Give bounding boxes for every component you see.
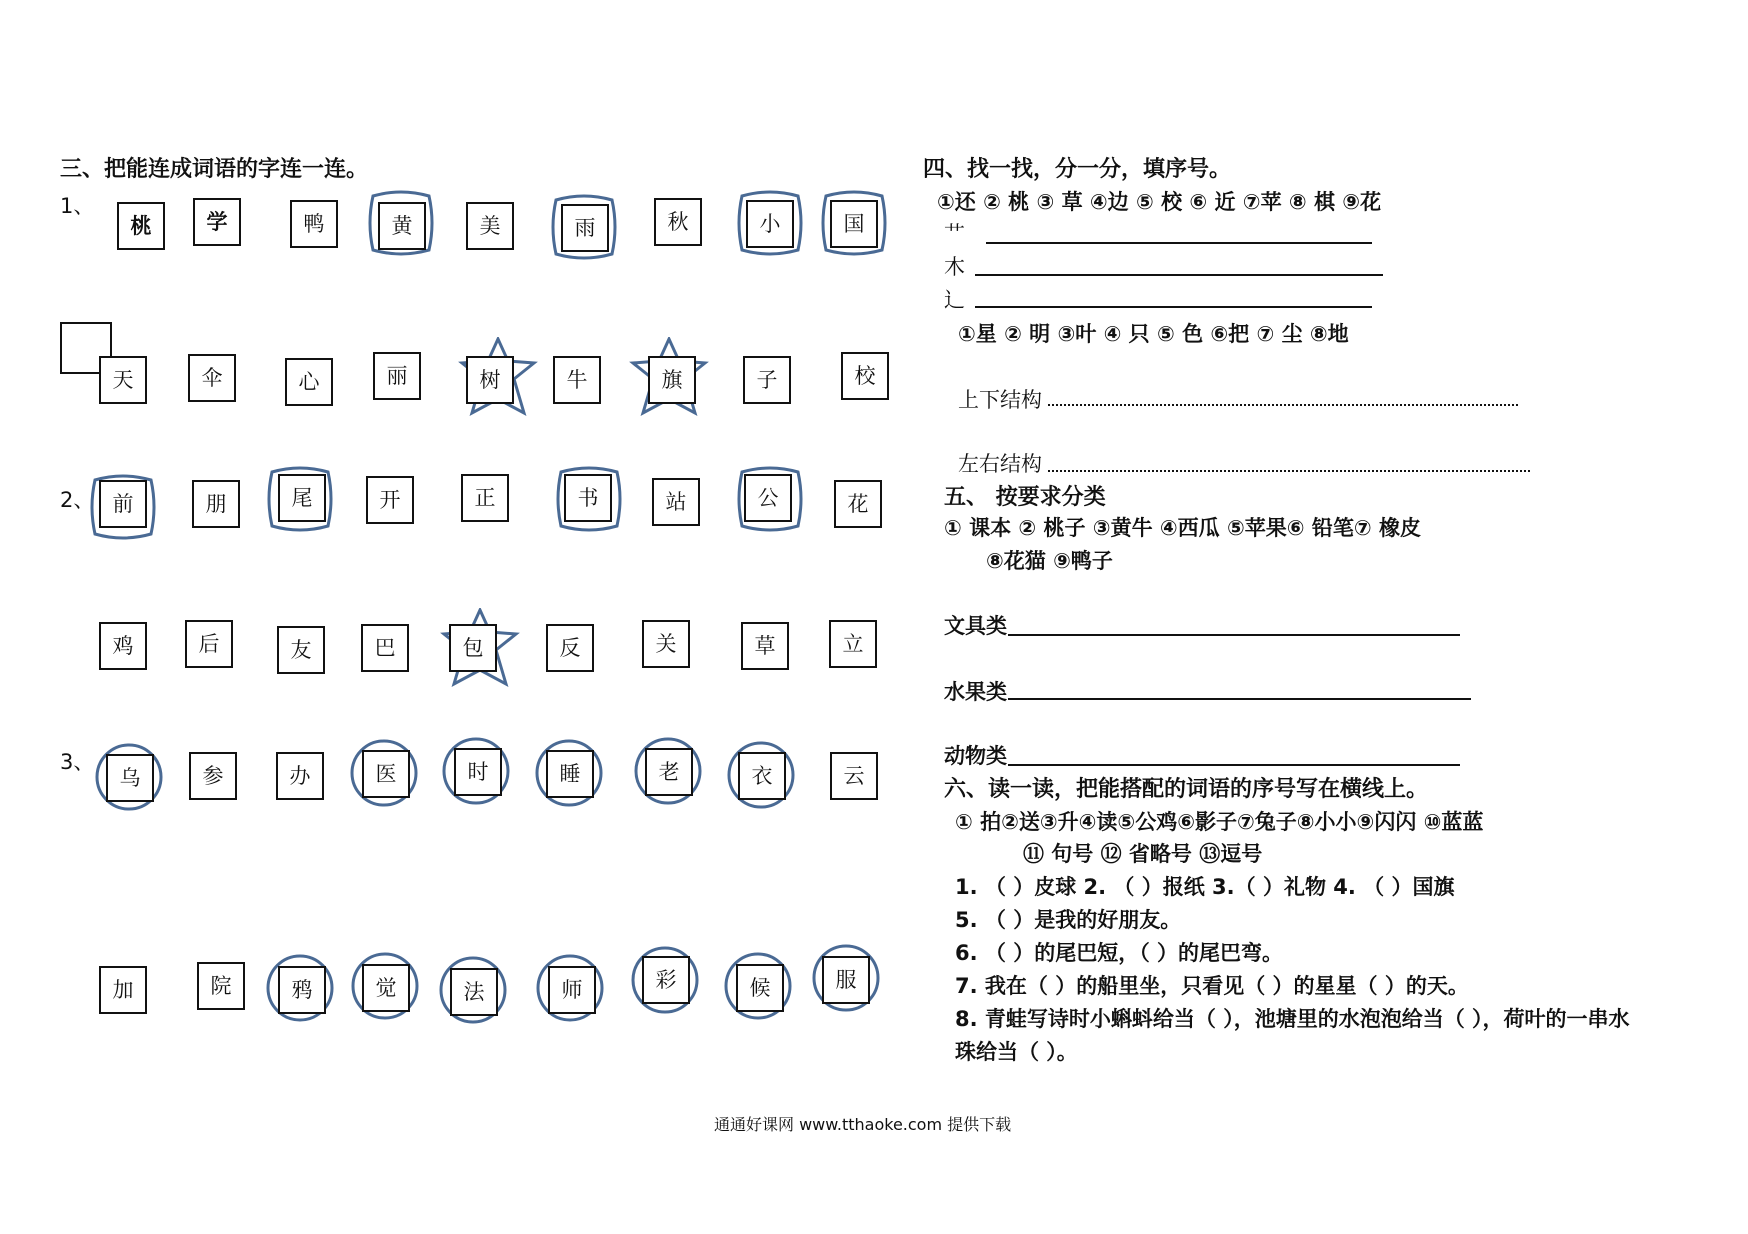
char-box[interactable]: 院 [197,962,245,1010]
char-box[interactable]: 后 [185,620,233,668]
group2-label: 2、 [60,488,95,512]
question-5: 5. （ ）是我的好朋友。 [955,908,1182,932]
char-box[interactable]: 正 [461,474,509,522]
char-box[interactable]: 衣 [738,752,786,800]
section6-options-line1: ① 拍②送③升④读⑤公鸡⑥影子⑦兔子⑧小小⑨闪闪 ⑩蓝蓝 [955,810,1484,834]
group3-label: 3、 [60,750,95,774]
char-box[interactable]: 时 [454,748,502,796]
section3-title: 三、把能连成词语的字连一连。 [60,157,369,182]
char-box[interactable]: 秋 [654,198,702,246]
section6-options-line2: ⑪ 句号 ⑫ 省略号 ⑬逗号 [1023,842,1263,866]
char-box[interactable]: 国 [830,200,878,248]
radical-mu: 木 [944,255,965,279]
char-box[interactable]: 前 [99,480,147,528]
char-box[interactable]: 美 [466,202,514,250]
char-box[interactable]: 服 [822,956,870,1004]
char-box[interactable]: 觉 [362,964,410,1012]
char-box[interactable]: 子 [743,356,791,404]
char-box[interactable]: 参 [189,752,237,800]
char-box[interactable]: 包 [449,624,497,672]
section5-title: 五、 按要求分类 [944,485,1106,510]
char-box[interactable]: 巴 [361,624,409,672]
char-box[interactable]: 加 [99,966,147,1014]
char-box[interactable]: 医 [362,750,410,798]
char-box[interactable]: 鸡 [99,622,147,670]
char-box[interactable]: 公 [744,474,792,522]
section5-list-line2: ⑧花猫 ⑨鸭子 [986,549,1113,573]
char-box[interactable]: 桃 [117,202,165,250]
char-box[interactable]: 鸭 [290,200,338,248]
char-box[interactable]: 草 [741,622,789,670]
answer-line[interactable] [1048,404,1518,406]
char-box[interactable]: 花 [834,480,882,528]
char-box[interactable]: 伞 [188,354,236,402]
section6-title: 六、读一读，把能搭配的词语的序号写在横线上。 [944,777,1429,802]
answer-line[interactable] [1008,634,1460,636]
section4-list2: ①星 ② 明 ③叶 ④ 只 ⑤ 色 ⑥把 ⑦ 尘 ⑧地 [958,322,1349,346]
char-box[interactable]: 鸦 [278,966,326,1014]
char-box[interactable]: 老 [645,748,693,796]
question-8-line1: 8. 青蛙写诗时小蝌蚪给当（ ），池塘里的水泡泡给当（ ），荷叶的一串水 [955,1007,1630,1031]
answer-line[interactable] [1008,764,1460,766]
char-box[interactable]: 学 [193,198,241,246]
char-box[interactable]: 候 [736,964,784,1012]
char-box[interactable]: 天 [99,356,147,404]
char-box[interactable]: 开 [366,476,414,524]
category-fruit-label: 水果类 [944,680,1007,704]
radical-chuo: 辶 [944,288,965,312]
category-animal-label: 动物类 [944,744,1007,768]
question-7: 7. 我在（ ）的船里坐，只看见（ ）的星星（ ）的天。 [955,974,1469,998]
char-box[interactable]: 雨 [561,204,609,252]
question-6: 6. （ ）的尾巴短，（ ）的尾巴弯。 [955,941,1284,965]
answer-line[interactable] [1048,470,1530,472]
char-box[interactable]: 友 [277,626,325,674]
char-box[interactable]: 关 [642,620,690,668]
answer-line[interactable] [1008,698,1471,700]
char-box[interactable]: 法 [450,968,498,1016]
char-box[interactable]: 旗 [648,356,696,404]
char-box[interactable]: 师 [548,966,596,1014]
char-box[interactable]: 小 [746,200,794,248]
answer-line[interactable] [975,274,1383,276]
footer-text: 通通好课网 www.tthaoke.com 提供下载 [714,1115,1012,1134]
char-box[interactable]: 树 [466,356,514,404]
char-box[interactable]: 心 [285,358,333,406]
char-box[interactable]: 丽 [373,352,421,400]
char-box[interactable]: 牛 [553,356,601,404]
char-box[interactable]: 彩 [642,956,690,1004]
char-box[interactable]: 办 [276,752,324,800]
char-box[interactable]: 校 [841,352,889,400]
char-box[interactable]: 云 [830,752,878,800]
char-box[interactable]: 尾 [278,474,326,522]
section5-list-line1: ① 课本 ② 桃子 ③黄牛 ④西瓜 ⑤苹果⑥ 铅笔⑦ 橡皮 [944,516,1421,540]
radical-cao: 艹 [944,222,965,246]
answer-line[interactable] [975,306,1372,308]
section4-title: 四、找一找，分一分，填序号。 [923,157,1232,182]
category-stationery-label: 文具类 [944,614,1007,638]
question-8-line2: 珠给当（ ）。 [955,1040,1078,1064]
char-box[interactable]: 朋 [192,480,240,528]
char-box[interactable]: 黄 [378,202,426,250]
structure-left-right-label: 左右结构 [958,452,1042,476]
char-box[interactable]: 立 [829,620,877,668]
char-box[interactable]: 乌 [106,754,154,802]
group1-label: 1、 [60,194,95,218]
answer-line[interactable] [986,242,1372,244]
structure-top-bottom-label: 上下结构 [958,388,1042,412]
char-box[interactable]: 睡 [546,750,594,798]
question-1-4: 1. （ ）皮球 2. （ ）报纸 3.（ ）礼物 4. （ ）国旗 [955,875,1455,899]
char-box[interactable]: 站 [652,478,700,526]
section4-list1: ①还 ② 桃 ③ 草 ④边 ⑤ 校 ⑥ 近 ⑦苹 ⑧ 棋 ⑨花 [937,190,1382,214]
char-box[interactable]: 反 [546,624,594,672]
char-box[interactable]: 书 [564,474,612,522]
